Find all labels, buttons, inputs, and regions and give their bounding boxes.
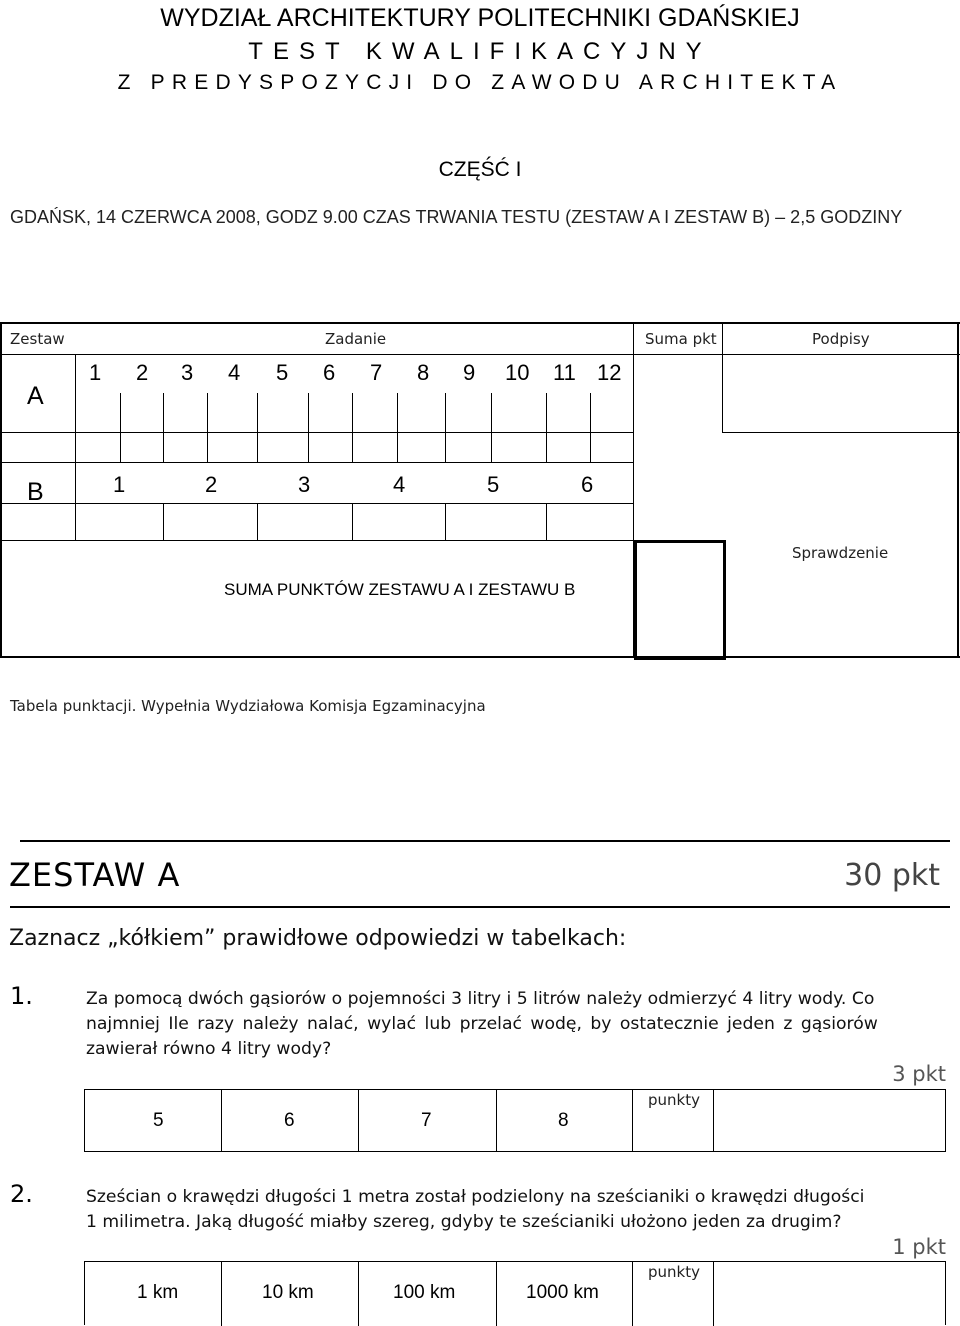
question-1-text-line-1: Za pomocą dwóch gąsiorów o pojemności 3 litry i 5 litrów należy odmierzyć 4 litry wody. Co — [86, 989, 875, 1009]
question-2-text-line-2: 1 milimetra. Jaką długość miałby szereg, gdyby te sześcianiki ułożono jeden za drugim? — [86, 1212, 842, 1232]
question-1-answer-1[interactable]: 5 — [153, 1110, 164, 1131]
set-a-task-1: 1 — [89, 360, 102, 385]
section-title: ZESTAW A — [9, 856, 181, 894]
question-2-answer-1[interactable]: 1 km — [137, 1282, 179, 1303]
instruction: Zaznacz „kółkiem” prawidłowe odpowiedzi w tabelkach: — [9, 926, 627, 951]
question-1-score-label: punkty — [648, 1091, 700, 1109]
question-1-answer-4[interactable]: 8 — [558, 1110, 569, 1131]
set-b-task-3: 3 — [298, 472, 311, 497]
set-a-task-6: 6 — [323, 360, 336, 385]
question-2-score-label: punkty — [648, 1263, 700, 1281]
exam-info: GDAŃSK, 14 CZERWCA 2008, GODZ 9.00 CZAS TRWANIA TESTU (ZESTAW A I ZESTAW B) – 2,5 GODZINY — [10, 207, 903, 227]
question-1-text-line-2: najmniej Ile razy należy nalać, wylać lub przelać wodę, by ostatecznie jeden z gąsiorów — [86, 1014, 878, 1034]
set-b-task-4: 4 — [393, 472, 406, 497]
sum-label: SUMA PUNKTÓW ZESTAWU A I ZESTAWU B — [224, 580, 576, 599]
part-label: CZĘŚĆ I — [438, 158, 522, 181]
question-1-answer-table — [84, 1089, 946, 1152]
question-1-answer-3[interactable]: 7 — [421, 1110, 432, 1131]
question-2-text-line-1: Sześcian o krawędzi długości 1 metra został podzielony na sześcianiki o krawędzi długości — [86, 1187, 865, 1207]
test-title: TEST KWALIFIKACYJNY — [248, 38, 712, 65]
set-a-task-7: 7 — [370, 360, 383, 385]
set-a-task-5: 5 — [276, 360, 289, 385]
set-a-task-8: 8 — [417, 360, 430, 385]
col-podpisy-header: Podpisy — [812, 330, 870, 348]
question-2-number: 2. — [10, 1180, 33, 1208]
question-2-answer-table — [84, 1261, 946, 1325]
question-2-points: 1 pkt — [892, 1235, 946, 1259]
question-2-answer-4[interactable]: 1000 km — [526, 1282, 599, 1303]
set-a-task-11: 11 — [553, 360, 576, 385]
col-suma-header: Suma pkt — [645, 330, 717, 348]
test-subtitle: Z PREDYSPOZYCJI DO ZAWODU ARCHITEKTA — [117, 71, 843, 94]
faculty-title: WYDZIAŁ ARCHITEKTURY POLITECHNIKI GDAŃSKIEJ — [160, 4, 800, 32]
set-a-task-3: 3 — [181, 360, 194, 385]
table-caption: Tabela punktacji. Wypełnia Wydziałowa Komisja Egzaminacyjna — [10, 697, 486, 715]
total-score-box[interactable] — [634, 540, 726, 660]
score-table — [0, 322, 960, 658]
col-zestaw-header: Zestaw — [10, 330, 65, 348]
set-b-task-6: 6 — [581, 472, 594, 497]
set-a-task-4: 4 — [228, 360, 241, 385]
col-zadanie-header: Zadanie — [325, 330, 387, 348]
set-a-task-9: 9 — [463, 360, 476, 385]
section-rule-bottom — [10, 906, 950, 908]
set-b-score-cells[interactable] — [76, 504, 633, 540]
set-a-task-2: 2 — [136, 360, 149, 385]
question-2-answer-3[interactable]: 100 km — [393, 1282, 456, 1303]
section-points: 30 pkt — [844, 858, 940, 893]
question-1-answer-2[interactable]: 6 — [284, 1110, 295, 1131]
question-1-text-line-3: zawierał równo 4 litry wody? — [86, 1039, 332, 1059]
set-b-task-2: 2 — [205, 472, 218, 497]
question-2-answer-2[interactable]: 10 km — [262, 1282, 314, 1303]
set-a-label: A — [27, 382, 44, 410]
set-a-task-10: 10 — [505, 360, 530, 385]
question-1-points: 3 pkt — [892, 1062, 946, 1086]
set-b-task-5: 5 — [487, 472, 500, 497]
question-1-number: 1. — [10, 982, 33, 1010]
set-b-task-1: 1 — [113, 472, 126, 497]
section-rule-top — [20, 840, 950, 842]
set-a-task-12: 12 — [597, 360, 622, 385]
set-b-label: B — [27, 478, 44, 506]
check-label: Sprawdzenie — [792, 544, 889, 562]
set-a-score-cells[interactable] — [76, 393, 633, 462]
